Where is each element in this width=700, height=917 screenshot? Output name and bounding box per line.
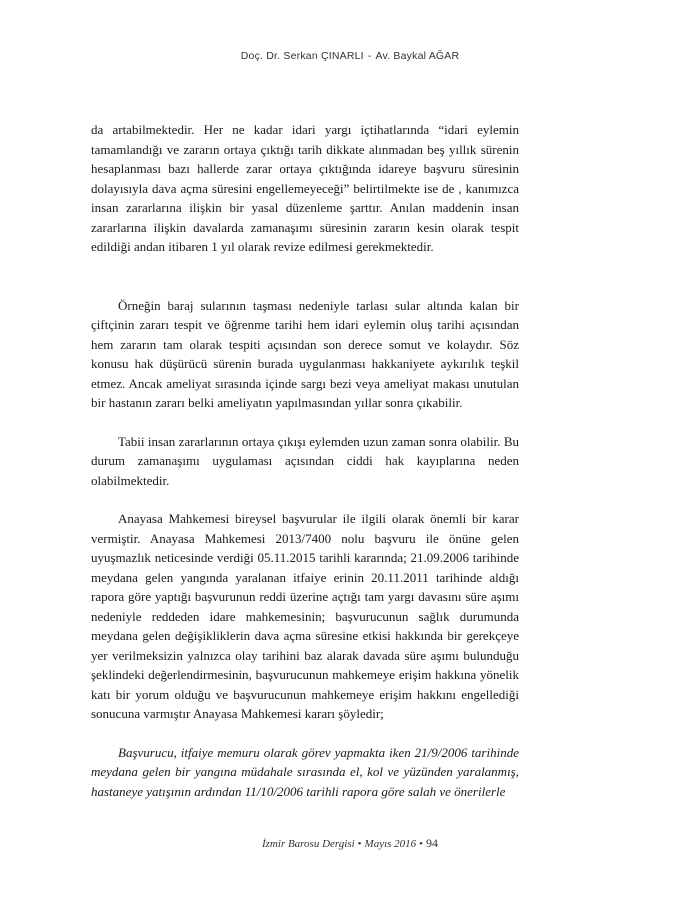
paragraph-2: Örneğin baraj sularının taşması nedeniyle tarlası sular altında kalan bir çiftçinin zararı tespit ve öğrenme tarihi hem idari eylemin oluş tarihi açısından hem zararın tam olarak tespiti açısından son derece somut ve kolaydır. Söz konusu hak düşürücü sürenin burada uygulanması hakkaniyete aykırılık teşkil etmez. Ancak ameliyat sırasında içinde sargı bezi veya ameliyat makası unutulan bir hastanın zararı belki ameliyatın yapılmasından yıllar sonra çıkabilir.	[91, 297, 519, 410]
paragraph-1: da artabilmektedir. Her ne kadar idari yargı içtihatlarında “idari eylemin tamamlandığı ve zararın ortaya çıktığı tarih dikkate alınmadan beş yıllık sürenin hesaplanması bazı hallerde zarar ortaya çıktığında idareye başvuru süresinin dolayısıyla dava açma süresini engellemeyeceği” belirtilmekte ise de , kanımızca insan zararlarına ilişkin bir yasal düzenleme şarttır. Anılan maddenin insan zararlarına ilişkin davalarda zamanaşımı süresinin zararın kesin olarak tespit edildiği andan itibaren 1 yıl olarak revize edilmesi gerekmektedir.	[91, 122, 519, 254]
author-1: Doç. Dr. Serkan ÇINARLI	[240, 50, 364, 62]
journal-name: İzmir Barosu Dergisi	[261, 838, 355, 850]
running-header	[0, 50, 700, 62]
issue-date: Mayıs 2016	[364, 838, 417, 850]
paragraph-3: Tabii insan zararlarının ortaya çıkışı eylemden uzun zaman sonra olabilir. Bu durum zamanaşımı uygulaması açısından ciddi hak kayıplarına neden olabilmektedir.	[91, 433, 519, 488]
footer-dot-1: •	[357, 838, 362, 850]
page-number: 94	[426, 836, 439, 850]
quoted-decision: Başvurucu, itfaiye memuru olarak görev yapmakta iken 21/9/2006 tarihinde meydana gelen bir yangına müdahale sırasında el, kol ve yüzünden yaralanmış, hastaneye yatışının ardından 11/10/2006 tarihli rapora göre salah ve önerilerle	[91, 744, 519, 799]
paragraph-4: Anayasa Mahkemesi bireysel başvurular ile ilgili olarak önemli bir karar vermiştir. Anayasa Mahkemesi 2013/7400 nolu başvuru ile önüne gelen uyuşmazlık neticesinde verdiği 05.11.2015 tarihli kararında; 21.09.2006 tarihinde meydana gelen yangında yaralanan itfaiye erinin 20.11.2011 tarihinde aldığı rapora göre yaptığı başvurunun reddi üzerine açtığı tam yargı davasını süre aşımı nedeniyle reddeden idare mahkemesinin; başvurucunun sağlık durumunda meydana gelen değişikliklerin dava açma süresine etkisi hakkında bir gerekçeye yer verilmeksizin yalnızca olay tarihini baz alarak davada süre aşımı bulunduğu şeklindeki değerlendirmesinin, başvurucunun mahkemeye erişim hakkına yönelik katı bir yorum olduğu ve başvurucunun mahkemeye erişim hakkını engellediği sonucuna varmıştır Anayasa Mahkemesi kararı şöyledir;	[91, 511, 519, 721]
author-2: Av. Baykal AĞAR	[375, 50, 460, 62]
header-separator: -	[367, 50, 372, 62]
main-text	[91, 120, 519, 801]
page-footer	[0, 836, 700, 851]
footer-dot-2: •	[419, 838, 424, 850]
